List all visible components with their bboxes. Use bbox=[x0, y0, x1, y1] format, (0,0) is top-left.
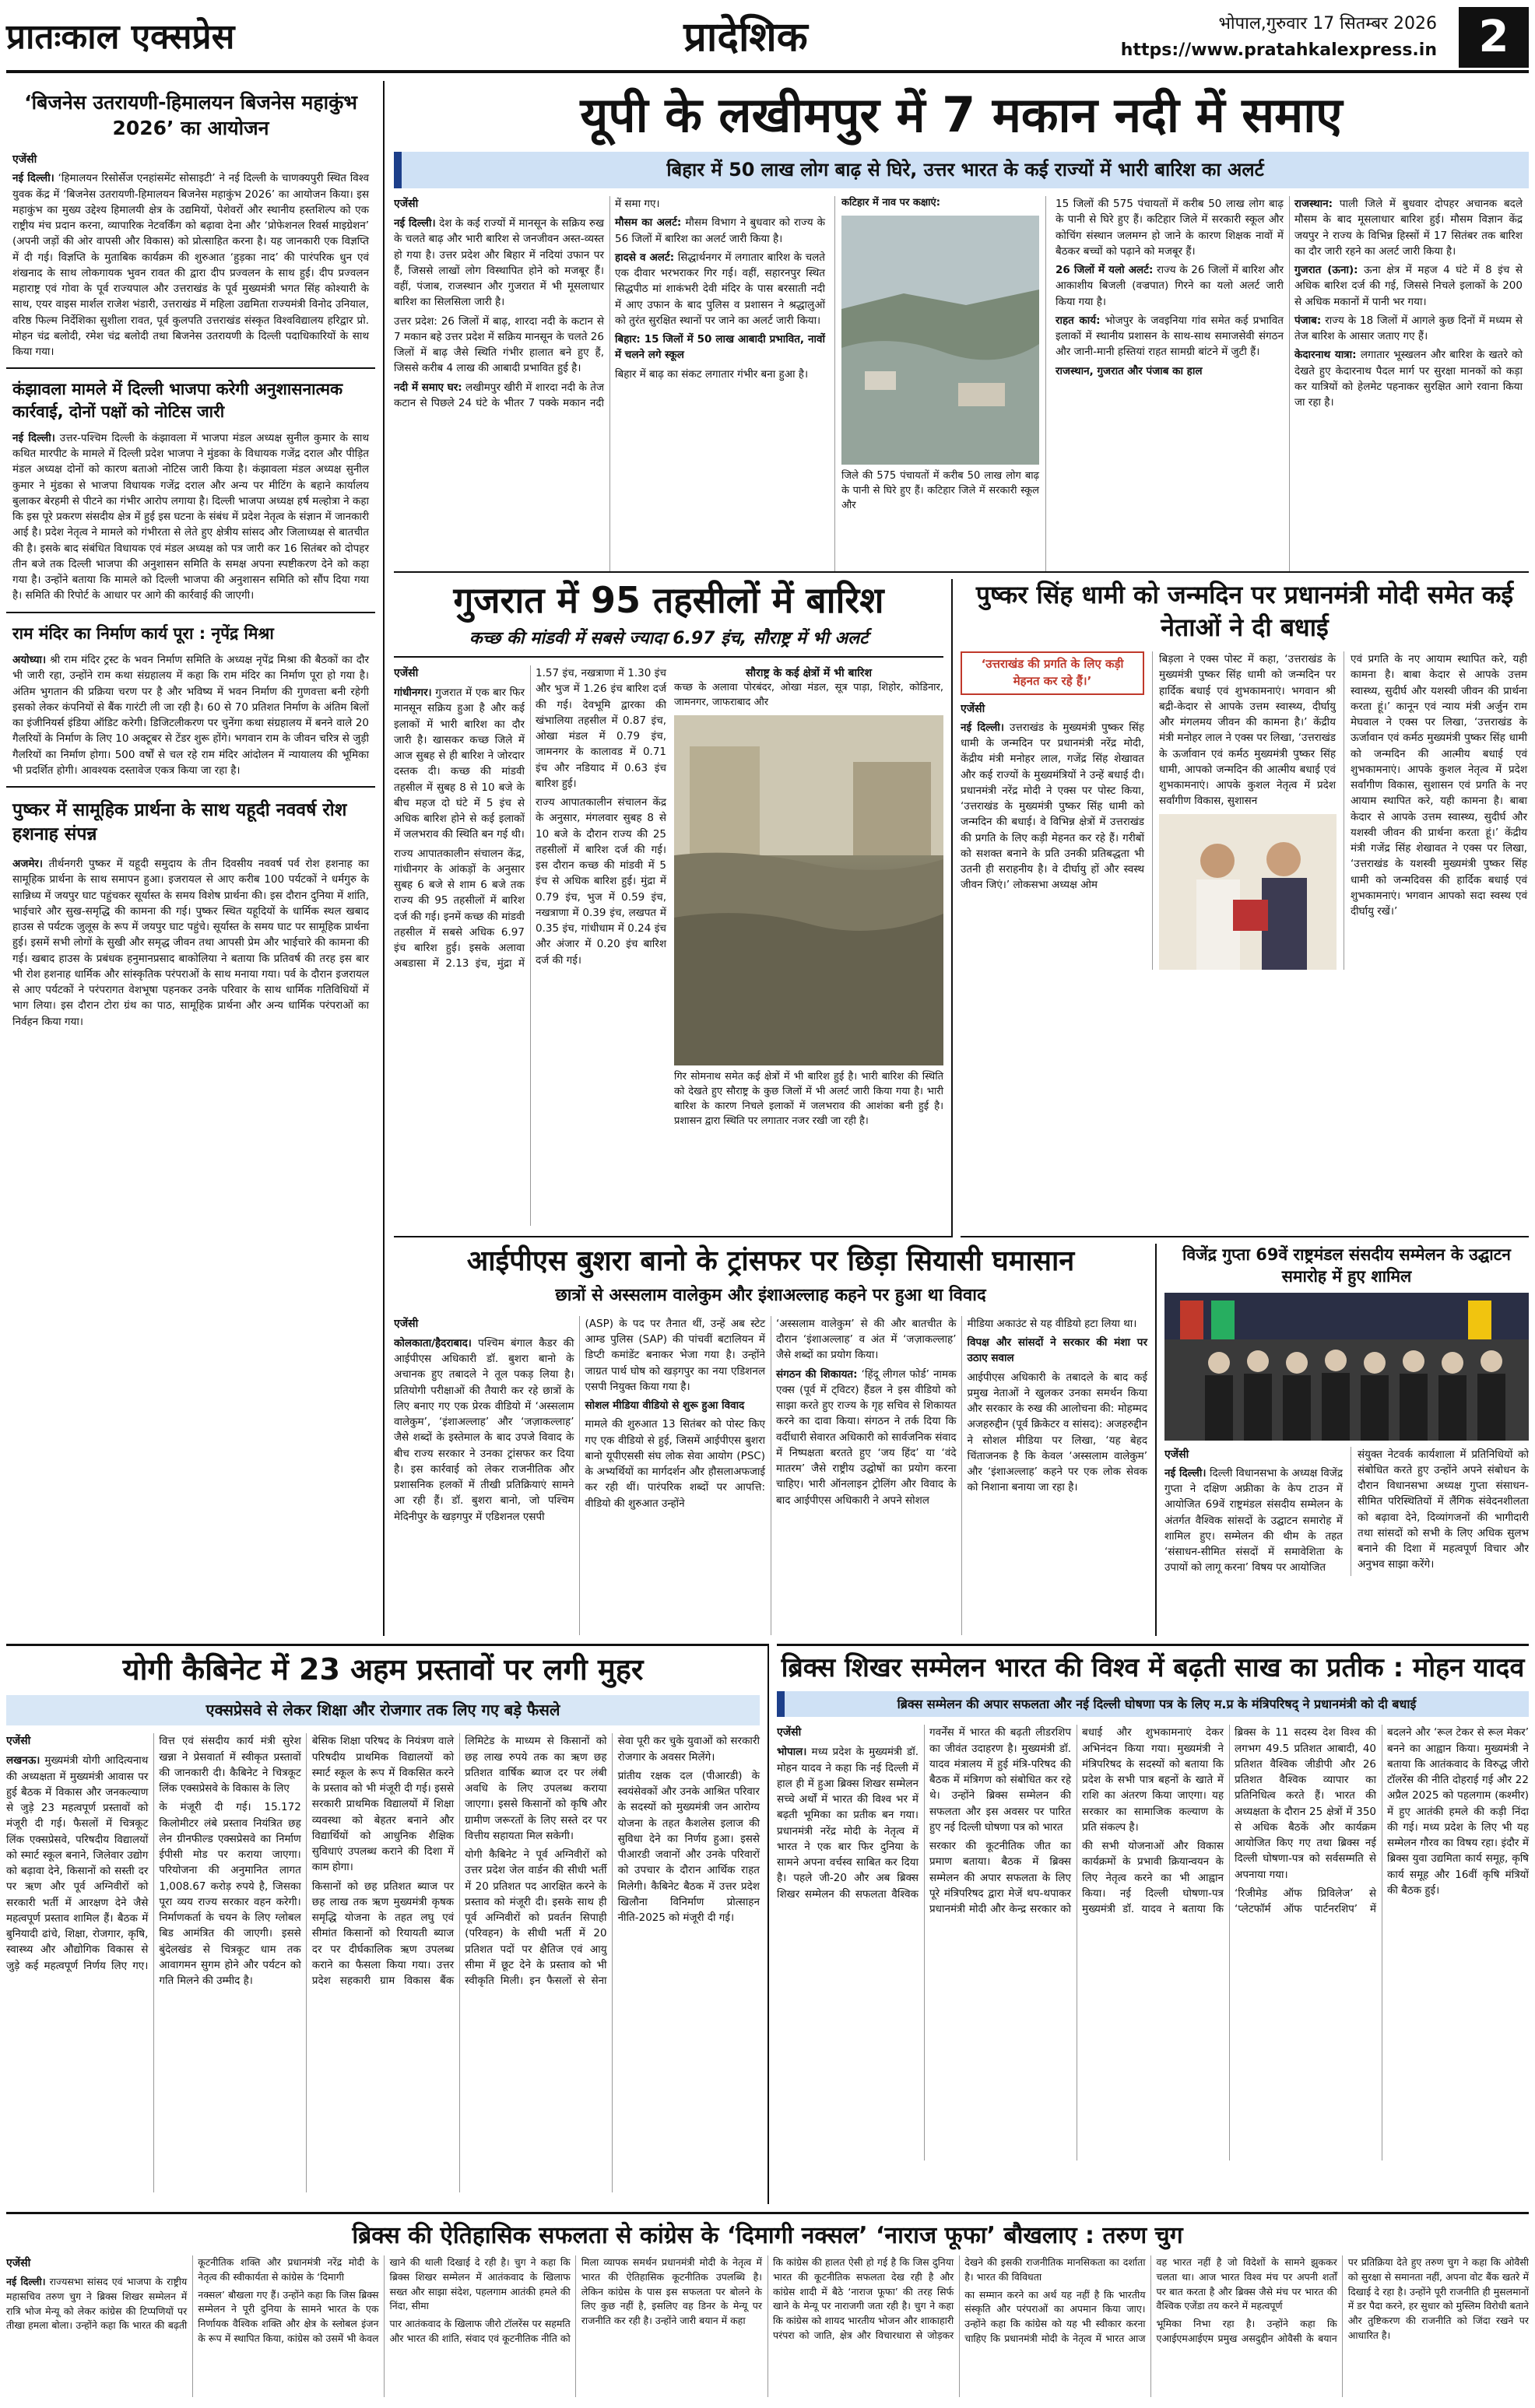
article-headline: ब्रिक्स शिखर सम्मेलन भारत की विश्व में बढ़ती साख का प्रतीक : मोहन यादव bbox=[781, 1652, 1525, 1683]
article-headline: पुष्कर सिंह धामी को जन्मदिन पर प्रधानमंत्री मोदी समेत कई नेताओं ने दी बधाई bbox=[975, 580, 1514, 642]
article-body bbox=[12, 430, 369, 604]
body-text: कच्छ के अलावा पोरबंदर, ओखा मंडल, सूत्र पाड़ा, शिहोर, कोडिनार, जामनगर, जाफराबाद और bbox=[674, 682, 943, 709]
dhami-body bbox=[961, 651, 1529, 970]
vijender-col-1 bbox=[1164, 1447, 1343, 1576]
paper-name: प्रातःकाल एक्सप्रेस bbox=[6, 17, 235, 58]
body-text: राज्य के 18 जिलों में आगले कुछ दिनों में मध्यम से तेज बारिश के आसार जताए गए हैं। bbox=[1294, 314, 1523, 343]
article-headline: पुष्कर में सामूहिक प्रार्थना के साथ यहूदी नववर्ष रोश हशनाह संपन्न bbox=[12, 800, 347, 845]
brics-columns bbox=[777, 1725, 1529, 2161]
article-subheadline: एक्सप्रेसवे से लेकर शिक्षा और रोजगार तक लिए गए बड़े फैसले bbox=[6, 1695, 760, 1725]
body-text: 15 जिलों की 575 पंचायतों में करीब 50 लाख लोग बाढ़ के पानी से घिरे हुए हैं। कटिहार जिले में सरकारी स्कूल और कोचिंग संस्थान जलमग्न हो जाने के कारण शिक्षक नावों में बैठकर बच्चों को पढ़ाने को मजबूर हैं। bbox=[1056, 198, 1284, 258]
dateline-city: नई दिल्ली। bbox=[12, 431, 55, 444]
article-business-uttarayani bbox=[6, 81, 375, 369]
gujarat-right bbox=[674, 665, 943, 1226]
body-text: ‘हिमालयन रिसोर्सेज एनहांसमेंट सोसाइटी’ ने नई दिल्ली के चाणक्यपुरी स्थित विश्व युवक केंद्र में ‘बिजनेस उतरायणी-हिमालयन बिजनेस महाकुंभ 2026’ का आयोजन किया। इस महाकुंभ का मुख्य उद्देश्य हिमालयी क्षेत्र के उद्यमियों, पेशेवरों और स्थानीय हस्तशिल्प को एक राष्ट्रीय मंच प्रदान करना, व्यापारिक नेटवर्किंग को बढ़ावा देना और ‘प्रोफेशनल रिवर्स माइग्रेशन’ (अपनी जड़ों की ओर वापसी और विकास) को प्रोत्साहित करना है। यह जानकारी एक विज्ञप्ति में दी गई। विज्ञप्ति के मुताबिक कार्यक्रम की शुरुआत ‘हुड़का नाद’ की पारंपरिक धुन एवं शंखनाद के साथ लोकगायक भुवन रावत की द्वारा दीप प्रज्वलन के साथ हुई। दीप प्रज्वलन महाराष्ट्र एवं गोवा के पूर्व राज्यपाल और उत्तराखंड के पूर्व मुख्यमंत्री भगत सिंह कोश्यारी के साथ, एयर वाइस मार्शल राजेश भंडारी, उत्तराखंड में महिला उद्यमिता राज्यमंत्री विनोद उनियाल, वरिष्ठ फिल्म निर्देशिका सुशीला रावत, पूर्व कुलपति उत्तराखंड संस्कृत विश्वविद्यालय हरिद्वार प्रो. मोहन चंद्र बलोदी, रमेश चंद्र बलोदी तथा बिजनेस उतरायणी के दिल्ली पदाधिकारियों के साथ किया गया। bbox=[12, 172, 369, 359]
article-subheadline: कच्छ की मांडवी में सबसे ज्यादा 6.97 इंच, सौराष्ट्र में भी अलर्ट bbox=[394, 627, 943, 658]
body-text: पश्चिम बंगाल कैडर की आईपीएस अधिकारी डॉ. बुशरा बानो के अचानक हुए तबादले ने तूल पकड़ लिया है। प्रतियोगी परीक्षाओं की तैयारी कर रहे छात्रों के लिए बनाए गए एक प्रेरक वीडियो में ‘अस्सलाम वालेकुम’, ‘इंशाअल्लाह’ और ‘जज़ाकल्लाह’ जैसे शब्दों के इस्तेमाल के बाद उपजे विवाद के बीच राज्य सरकार ने उनका ट्रांसफर कर दिया है। इस कार्रवाई को लेकर राजनीतिक और प्रशासनिक हलकों में तीखी प्रतिक्रियाएं सामने आ रही हैं। डॉ. बुशरा बानो, जो पश्चिम मेदिनीपुर के खड़गपुर में एडिशनल एसपी bbox=[394, 1336, 574, 1523]
body-text: लगातार भूस्खलन और बारिश के खतरे को देखते हुए केदारनाथ पैदल मार्ग पर सुरक्षा मानकों को कड़ा कर यात्रियों को हेलमेट पहनाकर सुरक्षित आगे रवाना किया जा रहा है। bbox=[1294, 349, 1523, 409]
article-headline: राम मंदिर का निर्माण कार्य पूरा : नृपेंद्र मिश्रा bbox=[12, 623, 274, 643]
body-text: देश के कई राज्यों में मानसून के सक्रिय रुख के चलते बाढ़ और भारी बारिश से जनजीवन अस्त-व्यस्त हो गया है। उत्तर प्रदेश और बिहार में नदियां उफान पर हैं, जिससे लाखों लोग विस्थापित होने को मजबूर हैं। वहीं, पंजाब, राजस्थान और गुजरात में भी मूसलाधार बारिश का सिलसिला जारी है। bbox=[394, 217, 604, 309]
dateline-city: नई दिल्ली। bbox=[12, 172, 54, 185]
flood-scene-icon bbox=[841, 216, 1039, 465]
body-text: का सम्मान करने का अर्थ यह नहीं है कि भारतीय संस्कृति और परंपराओं का अपमान किया जाए। उन्होंने कहा कि कांग्रेस को यह भी स्वीकार करना चाहिए कि प्रधानमंत्री मोदी के नेतृत्व में भारत आज वह भारत नहीं है जो विदेशों के सामने झुककर चलता था। आज भारत विश्व मंच पर अपनी शर्तों पर बात करता है और ब्रिक्स जैसे मंच पर भारत की वैश्विक एजेंडा तय करने में महत्वपूर्ण bbox=[964, 2256, 1337, 2344]
subhead: बिहार: 15 जिलों में 50 लाख आबादी प्रभावित, नावों में चलने लगे स्कूल bbox=[615, 333, 825, 362]
website-link[interactable]: https://www.pratahkalexpress.in bbox=[1120, 40, 1437, 60]
photo-caption: गिर सोमनाथ समेत कई क्षेत्रों में भी बारिश हुई है। भारी बारिश की स्थिति को देखते हुए सौराष्ट्र के कुछ जिलों में भी अलर्ट जारी किया गया है। भारी बारिश के कारण निचले इलाकों में जलभराव की आशंका बनी हुई है। प्रशासन द्वारा स्थिति पर लगातार नजर रखी जा रही है। bbox=[674, 1071, 943, 1127]
dateline-city: नई दिल्ली। bbox=[1164, 1466, 1207, 1480]
dhami-col-3 bbox=[1344, 651, 1527, 970]
body-text: (ASP) के पद पर तैनात थीं, उन्हें अब स्टेट आम्ड पुलिस (SAP) की पांचवीं बटालियन में डिप्टी कमांडेंट बनाकर भेजा गया है। उन्होंने जाग्रत पार्थ घोष को खड़गपुर का नया एडिशनल एसपी नियुक्त किया गया है। bbox=[585, 1317, 765, 1393]
byline: एजेंसी bbox=[961, 702, 985, 715]
body-text: राज्य आपातकालीन संचालन केंद्र के अनुसार, मंगलवार सुबह 8 से 10 बजे के दौरान राज्य की 25 तहसीलों में बारिश दर्ज की गई। इस दौरान कच्छ की मांडवी में 5 इंच से अधिक बारिश हुई। मुंद्रा में 0.79 इंच, भुज में 0.59 इंच, नखत्राणा में 0.39 इंच, लखपत में 0.35 इंच, गांधीधाम में 0.24 इंच और अंजार में 0.20 इंच बारिश दर्ज की गई। bbox=[536, 796, 666, 967]
lead-body-area bbox=[394, 196, 1529, 573]
body-text: भोजपुर के जवइनिया गांव समेत कई प्रभावित इलाकों में स्थानीय प्रशासन के साथ-साथ समाजसेवी संगठन और जानी-मानी हस्तियां राहत सामग्री बांटने में जुटी हैं। bbox=[1056, 314, 1284, 359]
article-headline: आईपीएस बुशरा बानो के ट्रांसफर पर छिड़ा सियासी घमासान bbox=[466, 1245, 1075, 1277]
article-headline: कंझावला मामले में दिल्ली भाजपा करेगी अनुशासनात्मक कार्रवाई, दोनों पक्षों को नोटिस जारी bbox=[12, 380, 343, 421]
section-title: प्रादेशिक bbox=[683, 13, 808, 61]
pull-quote: ‘उत्तराखंड की प्रगति के लिए कड़ी मेहनत कर रहे हैं।’ bbox=[961, 651, 1144, 695]
lead-columns-1 bbox=[394, 196, 825, 573]
dateline-city: अयोध्या। bbox=[12, 654, 47, 667]
subhead: कटिहार में नाव पर कक्षाएं: bbox=[841, 197, 940, 209]
body-text: के मंजूरी दी गई। 15.172 किलोमीटर लंबे प्रस्ताव नियंत्रित छह लेन ग्रीनफील्ड एक्सप्रेसवे का निर्माण ईपीसी मोड पर कराया जाएगा। परियोजना की अनुमानित लागत 1,008.67 करोड़ रुपये है, जिसका पूरा व्यय राज्य सरकार वहन करेगी। निर्माणकर्ता के चयन के लिए ग्लोबल बिड आमंत्रित की जाएगी। इससे बुंदेलखंड से चित्रकूट धाम तक आवागमन सुगम होने और पर्यटन को गति मिलने की उम्मीद है। bbox=[159, 1801, 301, 1988]
subhead: राजस्थान, गुजरात और पंजाब का हाल bbox=[1056, 364, 1203, 377]
body-text: मौसम विभाग ने बुधवार को राज्य के 56 जिलों में बारिश का अलर्ट जारी किया है। bbox=[615, 216, 826, 245]
byline: एजेंसी bbox=[394, 198, 419, 211]
body-text: आईपीएस अधिकारी के तबादले के बाद कई प्रमुख नेताओं ने खुलकर उनका समर्थन किया और सरकार के रुख की आलोचना की: मोहम्मद अजहरुद्दीन (पूर्व क्रिकेटर व सांसद): अजहरुद्दीन ने सोशल मीडिया पर लिखा, ‘यह बेहद चिंताजनक है कि केवल ‘अस्सलाम वालेकुम’ और ‘इंशाअल्लाह’ कहने पर एक लोक सेवक को निशाना बनाया जा रहा है। bbox=[967, 1371, 1147, 1494]
body-text: ‘अस्सलाम वालेकुम’ से की और बातचीत के दौरान ‘इंशाअल्लाह’ व अंत में ‘जज़ाकल्लाह’ जैसे शब्दों का प्रयोग किया। bbox=[776, 1317, 957, 1362]
subhead: सौराष्ट्र के कई क्षेत्रों में भी बारिश bbox=[746, 667, 872, 680]
group-of-delegates-icon bbox=[1164, 1293, 1529, 1441]
body-text: एवं प्रगति के नए आयाम स्थापित करे, यही कामना है। बाबा केदार से आपके उत्तम स्वास्थ्य, सुदीर्घ और यशस्वी जीवन की प्रार्थना करता हूं।’ कानून एवं न्याय मंत्री अर्जुन राम मेघवाल ने एक्स पर लिखा, ‘उत्तराखंड के ऊर्जावान एवं कर्मठ मुख्यमंत्री पुष्कर सिंह धामी को जन्मदिन की आत्मीय बधाई एवं शुभकामनाएं। आपके कुशल नेतृत्व में प्रदेश सर्वांगीण विकास, सुशासन एवं प्रगति के नए आयाम स्थापित करे, यही कामना है। बाबा केदार से आपके उत्तम स्वास्थ्य, सुदीर्घ और यशस्वी जीवन की प्रार्थना करता हूं।’ केंद्रीय मंत्री गजेंद्र सिंह शेखावत ने एक्स पर लिखा, ‘उत्तराखंड के यशस्वी मुख्यमंत्री पुष्कर सिंह धामी को जन्मदिवस की हार्दिक बधाई एवं शुभकामनाएं। भगवान आपको सदा स्वस्थ एवं दीर्घायु रखें।’ bbox=[1351, 653, 1527, 918]
flood-photo bbox=[841, 216, 1039, 465]
body-text: राज्यसभा सांसद एवं भाजपा के राष्ट्रीय महासचिव तरुण चुग ने ब्रिक्स शिखर सम्मेलन में रात्रि भोज मेन्यू को लेकर कांग्रेस की टिप्पणियों पर तीखा हमला बोला। उन्होंने कहा कि भारत की बढ़ती कूटनीतिक शक्ति और प्रधानमंत्री नरेंद्र मोदी के नेतृत्व की स्वीकार्यता से कांग्रेस के ‘दिमागी bbox=[6, 2256, 379, 2332]
lead-headline: यूपी के लखीमपुर में 7 मकान नदी में समाए bbox=[580, 86, 1343, 143]
body-text: बिहार में बाढ़ का संकट लगातार गंभीर बना हुआ है। bbox=[615, 367, 809, 381]
byline: एजेंसी bbox=[1164, 1448, 1189, 1461]
article-subheadline: ब्रिक्स सम्मेलन की अपार सफलता और नई दिल्ली घोषणा पत्र के लिए म.प्र के मंत्रिपरिषद् ने प्रधानमंत्री को दी बधाई bbox=[777, 1691, 1529, 1717]
article-kanjhawala bbox=[6, 369, 375, 613]
subhead: नदी में समाए घर: bbox=[394, 381, 462, 394]
yogi-columns bbox=[6, 1733, 760, 2192]
body-text: मुख्यमंत्री योगी आदित्यनाथ की अध्यक्षता में मुख्यमंत्री आवास पर हुई बैठक में विकास और जनकल्याण से जुड़े 23 महत्वपूर्ण प्रस्तावों को मंजूरी दी गई। फैसलों में चित्रकूट लिंक एक्सप्रेसवे, परिषदीय विद्यालयों को स्मार्ट स्कूल बनाने, जिलेवार उद्योग को बढ़ावा देने, किसानों को सस्ती दर पर ऋण और पूर्व अग्निवीरों को सरकारी भर्ती में आरक्षण देने जैसे महत्वपूर्ण प्रस्ताव शामिल हैं। बैठक में बुनियादी ढांचे, शिक्षा, रोजगार, कृषि, स्वास्थ्य और औद्योगिक विकास से जुड़े कई महत्वपूर्ण निर्णय लिए गए। वित्त एवं संसदीय कार्य मंत्री सुरेश खन्ना ने प्रेसवार्ता में स्वीकृत प्रस्तावों की जानकारी दी। कैबिनेट ने चित्रकूट लिंक एक्सप्रेसवे के विकास के लिए bbox=[6, 1735, 301, 1972]
byline bbox=[12, 152, 369, 167]
article-body bbox=[12, 652, 369, 778]
article-tarun-chugh bbox=[6, 2212, 1529, 2402]
article-headline: ब्रिक्स की ऐतिहासिक सफलता से कांग्रेस के ‘दिमागी नक्सल’ ‘नाराज फूफा’ बौखलाए : तरुण चुग bbox=[352, 2222, 1183, 2249]
article-body bbox=[12, 170, 369, 360]
lead-photo-column bbox=[834, 196, 1046, 573]
byline: एजेंसी bbox=[394, 667, 419, 680]
article-brics-mohan-yadav bbox=[777, 1644, 1529, 2204]
chugh-columns bbox=[6, 2255, 1529, 2397]
body-text: ऊना क्षेत्र में महज 4 घंटे में 8 इंच से अधिक बारिश दर्ज की गई, जिससे निचले इलाकों के 200 से अधिक मकानों में पानी भर गया। bbox=[1294, 264, 1523, 308]
photo-caption: जिले की 575 पंचायतों में करीब 50 लाख लोग बाढ़ के पानी से घिरे हुए हैं। कटिहार जिले में सरकारी स्कूल और bbox=[841, 469, 1039, 511]
article-ips-bushra-bano bbox=[394, 1244, 1157, 1636]
article-ram-mandir bbox=[6, 613, 375, 788]
body-text: गुजरात में एक बार फिर मानसून सक्रिय हुआ है और कई इलाकों में भारी बारिश का दौर जारी है। खासकर कच्छ जिले में आज सुबह से ही बारिश ने जोरदार दस्तक दी। कच्छ की मांडवी तहसील में सुबह 8 से 10 बजे के बीच महज दो घंटे में 5 इंच से अधिक बारिश होने से कई इलाकों में जलभराव की स्थिति बन गई थी। bbox=[394, 686, 525, 841]
dateline-city: नई दिल्ली। bbox=[961, 721, 1005, 734]
body-text: बिड़ला ने एक्स पोस्ट में कहा, ‘उत्तराखंड के मुख्यमंत्री पुष्कर सिंह धामी को जन्मदिन पर हार्दिक बधाई एवं शुभकामनाएं। भगवान श्री बद्री-केदार से आपके उत्तम स्वास्थ्य, दीर्घायु और मंगलमय जीवन की कामना है।’ केंद्रीय मंत्री मनोहर लाल ने एक्स पर लिखा, ‘उत्तराखंड के ऊर्जावान एवं कर्मठ मुख्यमंत्री पुष्कर सिंह धामी, आपको जन्मदिन की आत्मीय बधाई एवं शुभकामनाएं। आपके कुशल नेतृत्व में प्रदेश सर्वांगीण विकास, सुशासन bbox=[1159, 653, 1336, 808]
subhead: पंजाब: bbox=[1294, 314, 1322, 327]
body-text: ‘रिजीमेड ऑफ प्रिविलेज’ से ‘प्लेटफॉर्म ऑफ पार्टनरशिप’ में बदलने और ‘रूल टेकर से रूल मेकर’ बनने का आह्वान किया। मुख्यमंत्री ने बताया कि आतंकवाद के विरुद्ध जीरो टॉलरेंस की नीति दोहराई गई और 22 अप्रैल 2025 को पहलगाम (कश्मीर) में हुए आतंकी हमले की कड़ी निंदा की गई। मध्य प्रदेश के लिए भी यह सम्मेलन गौरव का विषय रहा। इंदौर में ब्रिक्स युवा उद्यमिता कार्य समूह, कृषि कार्य समूह और 16वीं कृषि मंत्रियों की बैठक हुई। bbox=[1235, 1726, 1529, 1916]
article-gujarat-rain bbox=[394, 579, 953, 1237]
dateline-city: अजमेर। bbox=[12, 858, 44, 871]
article-rosh-hashanah bbox=[6, 788, 375, 1037]
flood-street-icon bbox=[674, 715, 943, 1065]
vijender-body bbox=[1164, 1447, 1529, 1576]
dateline-block bbox=[1003, 11, 1459, 64]
body-text: श्री राम मंदिर ट्रस्ट के भवन निर्माण समिति के अध्यक्ष नृपेंद्र मिश्रा की बैठकों का दौर भी जारी रहा, उन्होंने राम कथा संग्रहालय में कहा कि राम मंदिर का निर्माण पूरा हो गया है। अंतिम भुगतान की प्रक्रिया चरण पर है और भविष्य में भवन निर्माण की गुणवत्ता बनी रहेगी इसको लेकर कंपनियों से बैंक गारंटी ली जा रही है। 60 से 70 प्रतिशत निर्माण के अंतिम बिलों का इंजीनियर्स इंडिया ऑडिट करेगी। डिजिटलीकरण पर चुनेंगा कथा संग्रहालय में बनने वाले 20 गैलरियों के निर्माण के लिए 10 अक्टूबर से टेंडर शुरू होंगे। भगवान राम के जीवन चरित्र से जुड़ी गैलरियों का निर्माण होगा। 500 वर्षों से चल रहे राम मंदिर आंदोलन में न्यायालय की भूमिका भी प्रदर्शित होगी। आवश्यक दस्तावेज एकत्र किया जा रहा है। bbox=[12, 654, 369, 777]
modi-dhami-photo bbox=[1159, 814, 1337, 970]
body-text: राज्य आपातकालीन संचालन केंद्र, गांधीनगर के आंकड़ों के अनुसार सुबह 6 बजे से शाम 6 बजे तक राज्य की 95 तहसीलों में बारिश दर्ज की गई। इनमें कच्छ की मांडवी तहसील में सबसे अधिक 6.97 इंच बारिश हुई। इसके अलावा अबडासा में 2.13 इंच, मुंद्रा में 1.57 इंच, नखत्राणा में 1.30 इंच और भुज में 1.26 इंच बारिश दर्ज की गई। देवभूमि द्वारका की खंभालिया तहसील में 0.87 इंच, ओखा मंडल में 0.79 इंच, जामनगर के कालावड में 0.71 इंच और नडियाद में 0.63 इंच बारिश हुई। bbox=[394, 667, 666, 971]
body-text: उत्तराखंड के मुख्यमंत्री पुष्कर सिंह धामी के जन्मदिन पर प्रधानमंत्री नरेंद्र मोदी, केंद्रीय मंत्री मनोहर लाल, गजेंद्र सिंह शेखावत और कई राज्यों के मुख्यमंत्रियों ने उन्हें बधाई दी। प्रधानमंत्री नरेंद्र मोदी ने एक्स पर पोस्ट किया, ‘उत्तराखंड के मुख्यमंत्री पुष्कर सिंह धामी को जन्मदिन की बधाई। वे विभिन्न क्षेत्रों में उत्तराखंड की प्रगति के लिए कड़ी मेहनत कर रहे हैं। गरीबों को सशक्त बनाने के प्रति उनकी प्रतिबद्धता भी उतनी ही सराहनीय है। वे दीर्घायु हों और स्वस्थ जीवन जिएं।’ लोकसभा अध्यक्ष ओम bbox=[961, 721, 1144, 892]
body-text: लखीमपुर खीरी में शारदा नदी के तेज कटान से पिछले 24 घंटे के भीतर 7 पक्के मकान नदी में समा गए। bbox=[394, 198, 660, 409]
subhead: केदारनाथ यात्रा: bbox=[1294, 349, 1357, 362]
subhead: गुजरात (ऊना): bbox=[1294, 264, 1358, 277]
dateline: भोपाल,गुरुवार 17 सितम्बर 2026 bbox=[1218, 13, 1437, 33]
dateline-city: गांधीनगर। bbox=[394, 686, 432, 700]
body-text: मीडिया अकाउंट से यह वीडियो हटा लिया था। bbox=[967, 1317, 1137, 1330]
lead-story bbox=[394, 81, 1529, 573]
subhead: 26 जिलों में यलो अलर्ट: bbox=[1056, 264, 1154, 277]
body-text: उत्तर-पश्चिम दिल्ली के कंझावला में भाजपा मंडल अध्यक्ष सुनील कुमार के साथ कथित मारपीट के मामले में दिल्ली प्रदेश भाजपा ने मुंडका के विधायक गजेंद्र दराल और पीड़ित मंडल अध्यक्ष दोनों को कारण बताओ नोटिस जारी किया है। कंझावला मंडल अध्यक्ष सुनील कुमार ने मुंडका से भाजपा विधायक गजेंद्र दराल और अन्य पर मीटिंग के बहाने कार्यालय बुलाकर बेरहमी से पीटने का गंभीर आरोप लगाया है। दिल्ली भाजपा अध्यक्ष हर्ष मल्होत्रा ने कहा कि इस पूरे प्रकरण संसदीय क्षेत्र में हुई इस घटना के संबंध में प्रदेश नेतृत्व के संज्ञान में जानकारी आई है। प्रदेश नेतृत्व ने मामले को गंभीरता से लेते हुए क्षेत्रीय सांसद और जिलाध्यक्ष से बातचीत की है। इसके बाद संबंधित विधायक एवं मंडल अध्यक्ष को पत्र जारी कर 16 सितंबर को दोपहर तीन बजे तक दिल्ली भाजपा की अनुशासन समिति के समक्ष अपना स्पष्टीकरण देने को कहा गया है। उन्होंने बताया कि मामले को दिल्ली भाजपा की अनुशासन समिति को सौंप दिया गया है। समिति की रिपोर्ट के आधार पर आगे की कार्रवाई की जाएगी। bbox=[12, 431, 369, 602]
body-text: किसानों को छह प्रतिशत ब्याज पर छह लाख तक ऋण मुख्यमंत्री कृषक समृद्धि योजना के तहत लघु एवं सीमांत किसानों को रियायती ब्याज दर पर दीर्घकालिक ऋण उपलब्ध कराने का फैसला किया गया। उत्तर प्रदेश सहकारी ग्राम विकास बैंक लिमिटेड के माध्यम से किसानों को छह लाख रुपये तक का ऋण छह प्रतिशत वार्षिक ब्याज दर पर लंबी अवधि के लिए उपलब्ध कराया जाएगा। इससे किसानों को कृषि और ग्रामीण जरूरतों के लिए सस्ते दर पर वित्तीय सहायता मिल सकेगी। bbox=[311, 1735, 607, 1988]
body-text: तीर्थनगरी पुष्कर में यहूदी समुदाय के तीन दिवसीय नववर्ष पर्व रोश हशनाह का सामूहिक प्रार्थना के साथ समापन हुआ। इजरायल से आए करीब 100 पर्यटकों ने धर्मगुरु के सान्निध्य में जयपुर घाट पहुंचकर सूर्यास्त के समय विशेष प्रार्थना की। इस दौरान दुनिया में शांति, भाईचारे और सुख-समृद्धि की कामना की गई। पुष्कर स्थित यहूदियों के धार्मिक स्थल खबाद हाउस से पर्यटक जुलूस के रूप में जयपुर घाट पहुंचे। सूर्यास्त के समय घाट पर सामूहिक प्रार्थना हुई। इसमें सभी लोगों के सुखी और समृद्ध जीवन तथा आपसी प्रेम और भाईचारे की कामना की गई। खबाद हाउस के प्रबंधक हनुमानप्रसाद बाकोलिया ने बताया कि प्रतिवर्ष की तरह इस बार भी रोश हशनाह धार्मिक और सांस्कृतिक परंपराओं के साथ मनाया गया। पर्व के दौरान इजरायल से आए पर्यटकों ने परंपरागत वेशभूषा पहनकर उनके परिवार के साथ धार्मिक गतिविधियों में भाग लिया। इस दौरान टोरा ग्रंथ का पाठ, सामूहिक प्रार्थना और अन्य धार्मिक परंपराओं का निर्वहन किया गया। bbox=[12, 858, 369, 1028]
article-vijender-gupta bbox=[1164, 1244, 1529, 1636]
dateline-city: नई दिल्ली। bbox=[6, 2276, 46, 2287]
byline: एजेंसी bbox=[394, 1317, 419, 1330]
agency: एजेंसी bbox=[12, 153, 37, 166]
article-subheadline: छात्रों से अस्सलाम वालेकुम और इंशाअल्लाह कहने पर हुआ था विवाद bbox=[555, 1286, 986, 1305]
ips-columns bbox=[394, 1316, 1147, 1635]
masthead bbox=[6, 5, 1529, 73]
lead-subheadline: बिहार में 50 लाख लोग बाढ़ से घिरे, उत्तर भारत के कई राज्यों में भारी बारिश का अलर्ट bbox=[394, 152, 1529, 188]
body-text: बेसिक शिक्षा परिषद के नियंत्रण वाले परिषदीय प्राथमिक विद्यालयों को स्मार्ट स्कूल के रूप में विकसित करने के प्रस्ताव को भी मंजूरी दी गई। इससे सरकारी प्राथमिक विद्यालयों में शिक्षा व्यवस्था को बेहतर बनाने और विद्यार्थियों को आधुनिक शैक्षिक सुविधाएं उपलब्ध कराने की दिशा में काम होगा। bbox=[311, 1735, 455, 1874]
article-headline: विजेंद्र गुप्ता 69वें राष्ट्रमंडल संसदीय सम्मेलन के उद्घाटन समारोह में हुए शामिल bbox=[1182, 1245, 1511, 1286]
vijender-col-2 bbox=[1351, 1447, 1529, 1576]
byline: एजेंसी bbox=[6, 2257, 31, 2269]
body-text: योगी कैबिनेट ने पूर्व अग्निवीरों को उत्तर प्रदेश जेल वार्डन की सीधी भर्ती में 20 प्रतिशत पद आरक्षित करने के प्रस्ताव को मंजूरी दी। इसके साथ ही पूर्व अग्निवीरों को प्रवर्तन सिपाही (परिवहन) के सीधी भर्ती में 20 प्रतिशत पदों पर क्षैतिज एवं आयु सीमा में छूट देने के प्रस्ताव को भी स्वीकृति मिली। इन फैसलों से सेना सेवा पूरी कर चुके युवाओं को सरकारी रोजगार के अवसर मिलेंगे। bbox=[465, 1735, 760, 1988]
body-text: राज्य के 26 जिलों में बारिश और आकाशीय बिजली (वज्रपात) गिरने का यलो अलर्ट जारी किया गया है। bbox=[1056, 264, 1284, 308]
body-text: प्रांतीय रक्षक दल (पीआरडी) के स्वयंसेवकों और उनके आश्रित परिवार के सदस्यों को मुख्यमंत्री जन आरोग्य योजना के तहत कैशलेस इलाज की सुविधा देने का निर्णय हुआ। इससे पीआरडी जवानों और उनके परिवारों को उपचार के दौरान आर्थिक राहत मिलेगी। कैबिनेट बैठक में उत्तर प्रदेश खिलौना विनिर्माण प्रोत्साहन नीति-2025 को मंजूरी दी गई। bbox=[617, 1769, 760, 1925]
body-text: उत्तर प्रदेश: 26 जिलों में बाढ़, शारदा नदी के कटान से 7 मकान बहे उत्तर प्रदेश में सक्रिय मानसून के चलते 26 जिलों में बाढ़ जैसे स्थिति गंभीर हालात बने हुए हैं, जिससे करीब 4 लाख की आबादी प्रभावित हुई है। bbox=[394, 314, 604, 375]
article-headline: योगी कैबिनेट में 23 अहम प्रस्तावों पर लगी मुहर bbox=[122, 1652, 644, 1687]
body-text: कि कांग्रेस की हालत ऐसी हो गई है कि जिस दुनिया भारत की कूटनीतिक सफलता देख रही है और कांग्रेस शादी में बैठे ‘नाराज फूफा’ की तरह सिर्फ खाने के मेन्यू पर नाराजगी जता रही है। चुग ने कहा कि कांग्रेस को शायद भारतीय भोजन और शाकाहारी परंपरा को जाति, क्षेत्र और विचारधारा से जोड़कर देखने की इसकी राजनीतिक मानसिकता का दर्शाता है। भारत की विविधता bbox=[773, 2256, 1146, 2341]
article-headline: गुजरात में 95 तहसीलों में बारिश bbox=[453, 579, 884, 621]
article-dhami-birthday bbox=[961, 579, 1529, 1237]
byline: एजेंसी bbox=[6, 1735, 31, 1748]
dateline-city: भोपाल। bbox=[777, 1746, 807, 1759]
gujarat-text bbox=[394, 665, 666, 1226]
dateline-city: कोलकाता/हैदराबाद। bbox=[394, 1336, 472, 1350]
article-body bbox=[12, 856, 369, 1030]
subhead: हादसे व अलर्ट: bbox=[615, 251, 675, 264]
body-text: पाली जिले में बुधवार दोपहर अचानक बदले मौसम के बाद मूसलाधार बारिश हुई। मौसम विज्ञान केंद्र जयपुर ने राज्य के विभिन्न हिस्सों में 17 सितंबर तक बारिश का दौर जारी रहने का अलर्ट जारी किया है। bbox=[1294, 198, 1523, 258]
conference-group-photo bbox=[1164, 1293, 1529, 1441]
body-text: नक्सल’ बौखला गए हैं। उन्होंने कहा कि जिस ब्रिक्स सम्मेलन ने पूरी दुनिया के सामने भारत के एक निर्णायक वैश्विक शक्ति और क्षेत्र के स्लोबल इंजन के रूप में स्थापित किया, कांग्रेस को उसमें भी केवल खाने की थाली दिखाई दे रही है। चुग ने कहा कि ब्रिक्स शिखर सम्मेलन में आतंकवाद के खिलाफ सख्त और साझा संदेश, पहलगाम आतंकी हमले की निंदा, सीमा bbox=[198, 2256, 571, 2344]
left-column bbox=[6, 81, 385, 1636]
dateline-city: लखनऊ। bbox=[6, 1754, 40, 1767]
body-text: संयुक्त नेटवर्क कार्यशाला में प्रतिनिधियों को संबोधित करते हुए उन्होंने अपने संबोधन के दौरान विधानसभा अध्यक्ष गुप्ता संसाधन-सीमित परिस्थितियों में लैंगिक संवेदनशीलता को बढ़ावा देने, दिव्यांगजनों की भागीदारी तथा सांसदों को सभी के लिए अधिक सुलभ बनाने की दिशा में महत्वपूर्ण विचार और अनुभव साझा करेंगे। bbox=[1358, 1448, 1529, 1571]
article-yogi-cabinet bbox=[6, 1644, 769, 2204]
body-text: सरकार की कूटनीतिक जीत का प्रमाण बताया। बैठक में ब्रिक्स सम्मेलन की अपार सफलता के लिए पूरे मंत्रिपरिषद द्वारा मेजें थप-थपाकर प्रधानमंत्री मोदी और केन्द्र सरकार को बधाई और शुभकामनाएं देकर अभिनंदन किया गया। मुख्यमंत्री ने मंत्रिपरिषद के सदस्यों को बताया कि प्रदेश के सभी पात्र बहनों के खाते में राशि का अंतरण किया जाएगा। यह सरकार का सामाजिक कल्याण के प्रति संकल्प है। bbox=[929, 1726, 1224, 1916]
subhead: विपक्ष और सांसदों ने सरकार की मंशा पर उठाए सवाल bbox=[967, 1336, 1147, 1365]
gujarat-flood-photo bbox=[674, 715, 943, 1065]
body-text: सिद्धार्थनगर में लगातार बारिश के चलते एक दीवार भरभराकर गिर गई। वहीं, सहारनपुर स्थित सिद्धपीठ मां शाकंभरी देवी मंदिर के पास बरसाती नदी में आए उफान के बाद पुलिस व प्रशासन ने श्रद्धालुओं को तुरंत सुरक्षित स्थानों पर जाने का अलर्ट जारी किया। bbox=[615, 251, 825, 327]
body-text: मामले की शुरुआत 13 सितंबर को पोस्ट किए गए एक वीडियो से हुई, जिसमें आईपीएस बुशरा बानो यूपीएससी संघ लोक सेवा आयोग (PSC) के अभ्यर्थियों का मार्गदर्शन और हौसलाअफजाई कर रही थीं। पारंपरिक शब्दों पर आपत्ति: वीडियो की शुरुआत उन्होंने bbox=[585, 1418, 765, 1510]
dhami-col-1 bbox=[961, 651, 1144, 970]
subhead: राहत कार्य: bbox=[1056, 314, 1101, 327]
body-text: पार आतंकवाद के खिलाफ जीरो टॉलरेंस पर सहमति और भारत की शांति, संवाद एवं कूटनीतिक नीति को मिला व्यापक समर्थन प्रधानमंत्री मोदी के नेतृत्व में भारत की ऐतिहासिक कूटनीतिक उपलब्धि है। लेकिन कांग्रेस के पास इस सफलता पर बोलने के लिए कुछ नहीं है, इसलिए वह डिनर के मेन्यू पर राजनीति कर रही है। उन्होंने जारी बयान में कहा bbox=[389, 2256, 762, 2344]
article-headline: ‘बिजनेस उतरायणी-हिमालयन बिजनेस महाकुंभ 2026’ का आयोजन bbox=[24, 91, 357, 139]
subhead: संगठन की शिकायत: bbox=[776, 1367, 858, 1381]
subhead: सोशल मीडिया वीडियो से शुरू हुआ विवाद bbox=[585, 1399, 745, 1413]
body-text: मध्य प्रदेश के मुख्यमंत्री डॉ. मोहन यादव ने कहा कि नई दिल्ली में हाल ही में हुआ ब्रिक्स शिखर सम्मेलन सच्चे अर्थों में भारत की विश्व भर में बढ़ती भूमिका का प्रतीक बन गया। प्रधानमंत्री नरेंद्र मोदी के नेतृत्व में भारत ने एक बार फिर दुनिया के सामने अपना वर्चस्व साबित कर दिया है। पहले जी-20 और अब ब्रिक्स शिखर सम्मेलन की सफलता वैश्विक गवर्नेंस में भारत की बढ़ती लीडरशिप का जीवंत उदाहरण है। मुख्यमंत्री डॉ. यादव मंत्रालय में हुई मंत्रि-परिषद की बैठक में मंत्रिगण को संबोधित कर रहे थे। उन्होंने ब्रिक्स सम्मेलन की सफलता और इस अवसर पर पारित हुए नई दिल्ली घोषणा पत्र को भारत bbox=[777, 1726, 1071, 1901]
byline: एजेंसी bbox=[777, 1726, 802, 1739]
gujarat-body bbox=[394, 665, 943, 1226]
dhami-col-2 bbox=[1152, 651, 1336, 970]
body-text: ‘हिंदू लीगल फोर्ड’ नामक एक्स (पूर्व में ट्विटर) हैंडल ने इस वीडियो को साझा करते हुए राज्य के गृह सचिव से शिकायत करने का दावा किया। संगठन ने तर्क दिया कि वर्दीधारी सेवारत अधिकारी को सार्वजनिक संवाद में निष्पक्षता बरतते हुए ‘जय हिंद’ या ‘वंदे मातरम’ जैसे राष्ट्रीय उद्घोषों का प्रयोग करना चाहिए। भारी ऑनलाइन ट्रोलिंग और विवाद के बाद आईपीएस अधिकारी ने अपने सोशल bbox=[776, 1367, 957, 1507]
body-text: दिल्ली विधानसभा के अध्यक्ष विजेंद्र गुप्ता ने दक्षिण अफ्रीका के केप टाउन में आयोजित 69वें राष्ट्रमंडल संसदीय सम्मेलन के अंतर्गत वैश्विक सांसदों के उद्घाटन समारोह में शामिल हुए। सम्मेलन की थीम के तहत ‘संसाधन-सीमित संसदों में समावेशिता के उपायों को लागू करना’ विषय पर आयोजित bbox=[1164, 1466, 1343, 1574]
dateline-city: नई दिल्ली। bbox=[394, 217, 436, 230]
lead-columns-2 bbox=[1056, 196, 1523, 573]
body-text: भूमिका निभा रहा है। उन्होंने कहा कि एआईएमआईएम प्रमुख असदुद्दीन ओवैसी के बयान पर प्रतिक्रिया देते हुए तरुण चुग ने कहा कि ओवैसी को सुरक्षा से समानता नहीं, अपना वोट बैंक खतरे में दिखाई दे रहा है। उन्होंने पूरी राजनीति ही मुसलमानों में डर पैदा करने, हर सुधार को मुस्लिम विरोधी बताने और तुष्टिकरण की राजनीति को जिंदा रखने पर आधारित है। bbox=[1156, 2256, 1529, 2344]
page-number: 2 bbox=[1459, 7, 1529, 68]
subhead: मौसम का अलर्ट: bbox=[615, 216, 682, 230]
two-people-meeting-icon bbox=[1159, 814, 1337, 970]
body-text: की सभी योजनाओं और विकास कार्यक्रमों के प्रभावी क्रियान्वयन के लिए नेतृत्व करने का भी आह्वान किया। नई दिल्ली घोषणा-पत्र मुख्यमंत्री डॉ. यादव ने बताया कि ब्रिक्स के 11 सदस्य देश विश्व की लगभग 49.5 प्रतिशत आबादी, 40 प्रतिशत वैश्विक जीडीपी और 26 प्रतिशत वैश्विक व्यापार का प्रतिनिधित्व करते हैं। भारत की अध्यक्षता के दौरान 25 क्षेत्रों में 350 से अधिक बैठकें और कार्यक्रम आयोजित किए गए तथा ब्रिक्स नई दिल्ली घोषणा-पत्र को सर्वसम्मति से अपनाया गया। bbox=[1082, 1726, 1376, 1916]
subhead: राजस्थान: bbox=[1294, 198, 1333, 211]
